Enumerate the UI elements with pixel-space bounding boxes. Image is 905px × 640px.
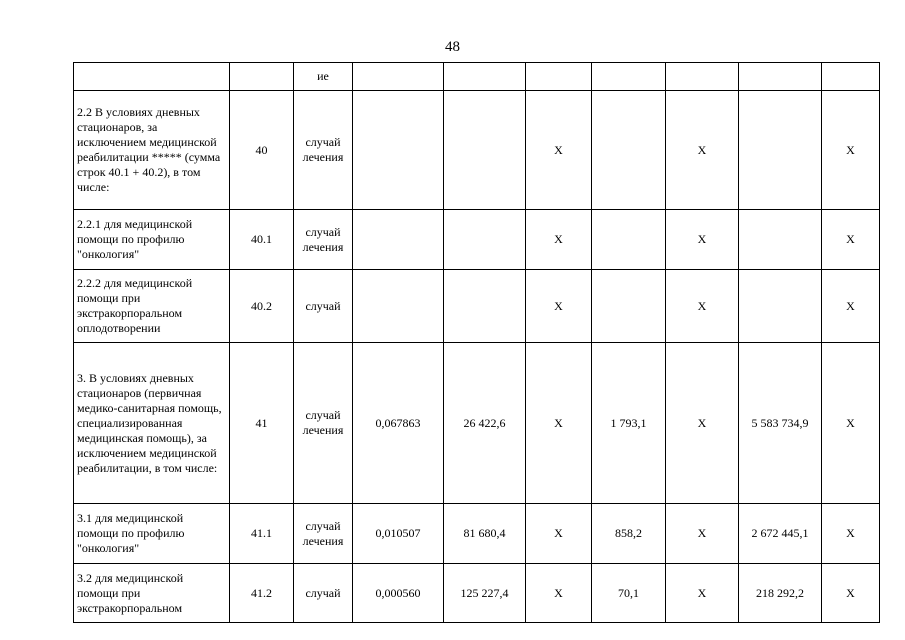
row-name-cell: 2.2.1 для медицинской помощи по профилю "онкология" — [74, 210, 230, 270]
unit-cell: случай — [294, 564, 353, 623]
value-cell — [739, 270, 822, 343]
value-cell: 218 292,2 — [739, 564, 822, 623]
value-cell — [353, 270, 444, 343]
value-cell: 125 227,4 — [444, 564, 526, 623]
value-cell — [444, 210, 526, 270]
value-cell: Х — [666, 564, 739, 623]
table-row — [74, 504, 880, 564]
value-cell: Х — [822, 564, 880, 623]
table-row — [74, 63, 880, 91]
line-number-cell: 40 — [230, 91, 294, 210]
table-row — [74, 210, 880, 270]
line-number-cell: 40.2 — [230, 270, 294, 343]
value-cell: 858,2 — [592, 504, 666, 564]
value-cell: Х — [822, 343, 880, 504]
value-cell: Х — [666, 91, 739, 210]
value-cell: Х — [666, 504, 739, 564]
value-cell: Х — [822, 210, 880, 270]
unit-cell: случай лечения — [294, 210, 353, 270]
value-cell: Х — [526, 504, 592, 564]
line-number-cell — [230, 63, 294, 91]
value-cell: 0,010507 — [353, 504, 444, 564]
value-cell — [739, 63, 822, 91]
value-cell — [353, 210, 444, 270]
value-cell — [592, 210, 666, 270]
value-cell: Х — [526, 343, 592, 504]
row-name-cell — [74, 63, 230, 91]
value-cell: 1 793,1 — [592, 343, 666, 504]
table-row — [74, 91, 880, 210]
value-cell: Х — [526, 210, 592, 270]
value-cell — [353, 63, 444, 91]
value-cell — [444, 91, 526, 210]
line-number-cell: 41 — [230, 343, 294, 504]
value-cell: Х — [666, 270, 739, 343]
line-number-cell: 41.2 — [230, 564, 294, 623]
page-number: 48 — [445, 39, 460, 55]
data-table — [73, 62, 880, 623]
value-cell: 0,000560 — [353, 564, 444, 623]
value-cell: Х — [666, 343, 739, 504]
value-cell: Х — [526, 91, 592, 210]
value-cell — [592, 270, 666, 343]
line-number-cell: 40.1 — [230, 210, 294, 270]
value-cell — [822, 63, 880, 91]
value-cell — [592, 63, 666, 91]
unit-cell: случай — [294, 270, 353, 343]
value-cell: 26 422,6 — [444, 343, 526, 504]
table-row — [74, 270, 880, 343]
table-row — [74, 343, 880, 504]
unit-cell: случай лечения — [294, 343, 353, 504]
value-cell — [592, 91, 666, 210]
value-cell — [739, 91, 822, 210]
value-cell: 5 583 734,9 — [739, 343, 822, 504]
value-cell: Х — [822, 504, 880, 564]
value-cell: 70,1 — [592, 564, 666, 623]
value-cell: 0,067863 — [353, 343, 444, 504]
row-name-cell: 3.2 для медицинской помощи при экстракорпоральном — [74, 564, 230, 623]
value-cell: Х — [822, 270, 880, 343]
value-cell: Х — [526, 270, 592, 343]
value-cell: Х — [666, 210, 739, 270]
table-row — [74, 564, 880, 623]
value-cell: Х — [822, 91, 880, 210]
value-cell — [353, 91, 444, 210]
value-cell: Х — [526, 564, 592, 623]
line-number-cell: 41.1 — [230, 504, 294, 564]
row-name-cell: 3.1 для медицинской помощи по профилю "онкология" — [74, 504, 230, 564]
row-name-cell: 2.2 В условиях дневных стационаров, за исключением медицинской реабилитации ***** (сумма строк 40.1 + 40.2), в том числе: — [74, 91, 230, 210]
value-cell: 81 680,4 — [444, 504, 526, 564]
unit-cell: случай лечения — [294, 91, 353, 210]
row-name-cell: 2.2.2 для медицинской помощи при экстракорпоральном оплодотворении — [74, 270, 230, 343]
unit-cell: ие — [294, 63, 353, 91]
value-cell — [739, 210, 822, 270]
value-cell — [444, 63, 526, 91]
unit-cell: случай лечения — [294, 504, 353, 564]
value-cell — [444, 270, 526, 343]
row-name-cell: 3. В условиях дневных стационаров (первичная медико-санитарная помощь, специализированная медицинская помощь), за исключением медицинской реабилитации, в том числе: — [74, 343, 230, 504]
value-cell — [666, 63, 739, 91]
value-cell — [526, 63, 592, 91]
value-cell: 2 672 445,1 — [739, 504, 822, 564]
